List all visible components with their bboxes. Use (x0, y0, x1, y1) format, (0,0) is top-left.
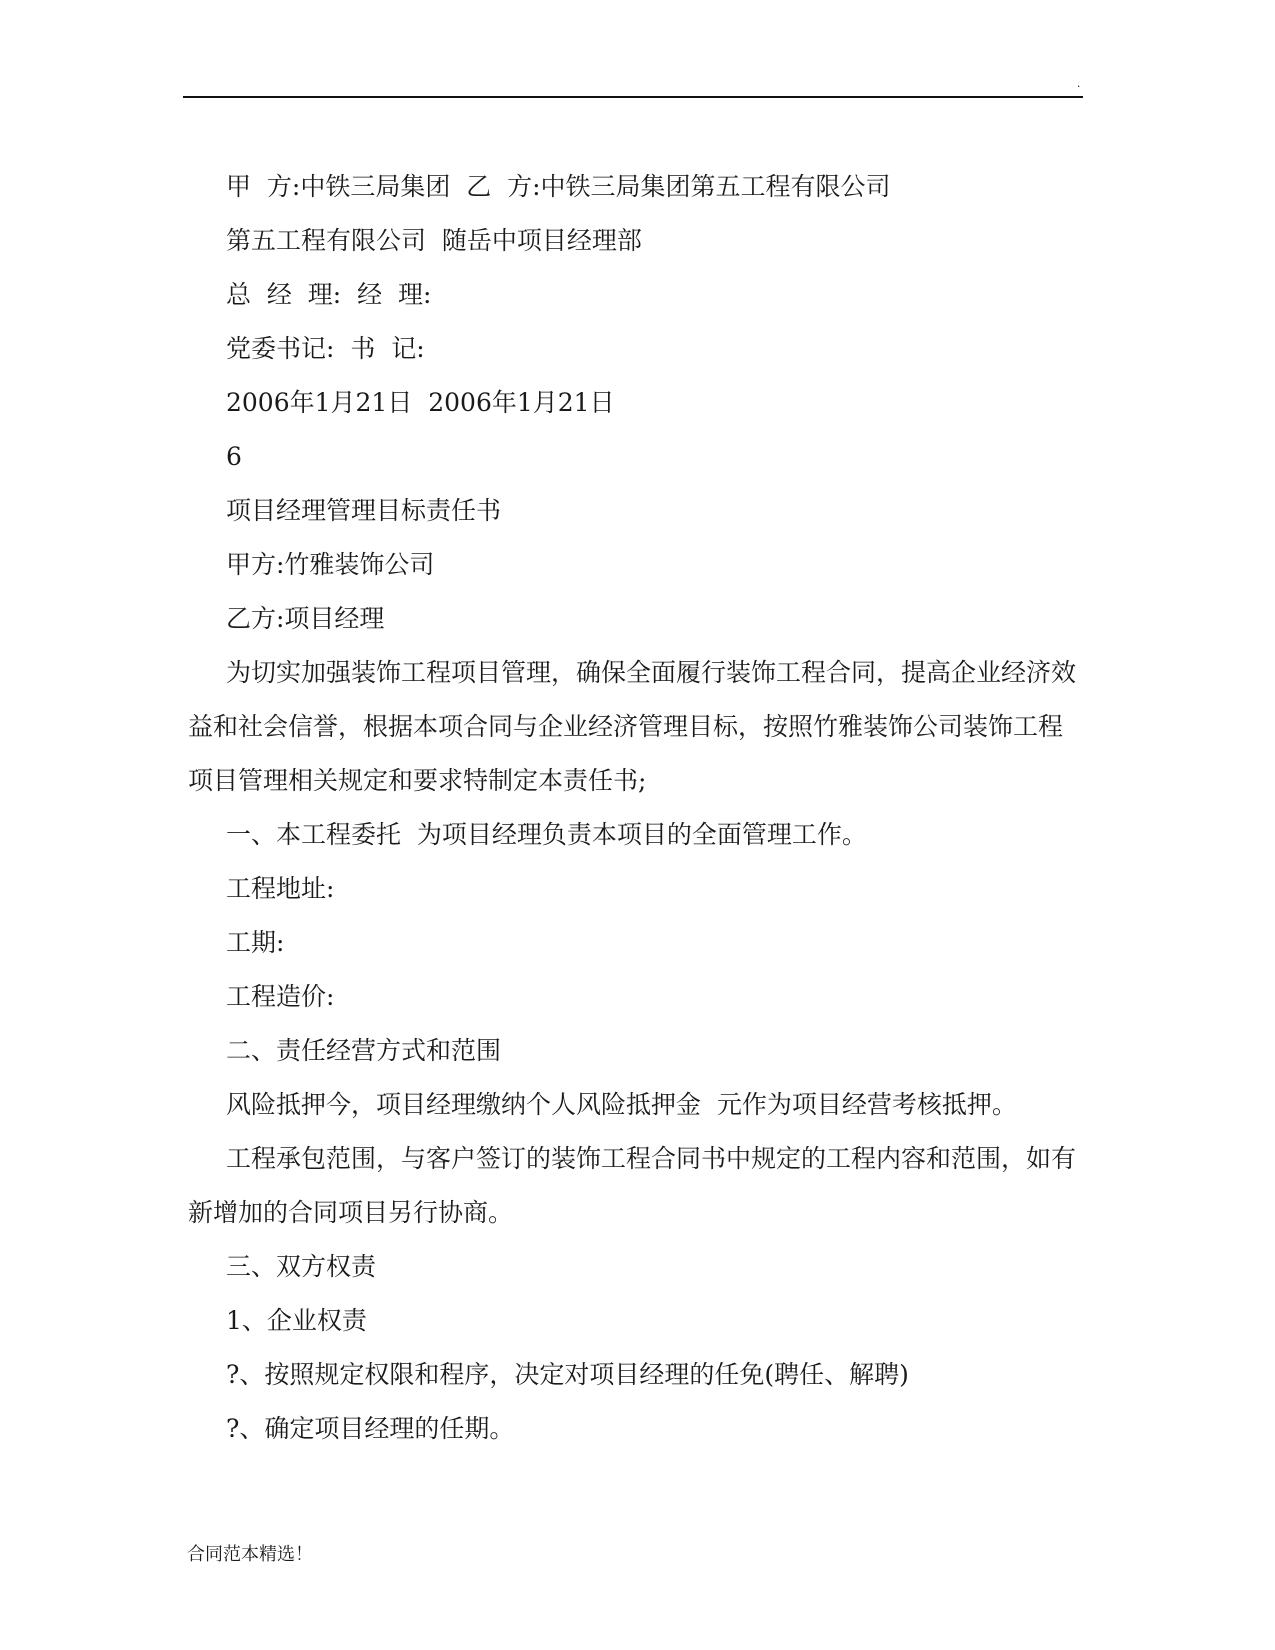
clause-one: 一、本工程委托 为项目经理负责本项目的全面管理工作。 (226, 820, 867, 849)
preamble-paragraph: 为切实加强装饰工程项目管理，确保全面履行装饰工程合同，提高企业经济效益和社会信誉，根据本项合同与企业经济管理目标，按照竹雅装饰公司装饰工程项目管理相关规定和要求特制定本责任书; (188, 658, 1077, 795)
party-line: 甲 方:中铁三局集团 乙 方:中铁三局集团第五工程有限公司 (226, 172, 891, 201)
clause-three-heading: 三、双方权责 (226, 1252, 377, 1281)
project-duration: 工期: (226, 928, 285, 957)
project-address: 工程地址: (226, 874, 335, 903)
date-line: 2006年1月21日 2006年1月21日 (226, 388, 615, 417)
enterprise-right-item: ?、确定项目经理的任期。 (226, 1414, 515, 1443)
document-title: 项目经理管理目标责任书 (226, 496, 502, 525)
clause-two-heading: 二、责任经营方式和范围 (226, 1036, 502, 1065)
enterprise-rights-heading: 1、企业权责 (226, 1306, 367, 1335)
header-rule (183, 96, 1083, 98)
footer-text: 合同范本精选！ (187, 1544, 313, 1565)
header-mark: . (1077, 76, 1081, 90)
enterprise-right-item: ?、按照规定权限和程序，决定对项目经理的任免(聘任、解聘) (226, 1360, 909, 1389)
document-body (188, 160, 1084, 1456)
party-a: 甲方:竹雅装饰公司 (226, 550, 435, 579)
secretary-signature-line: 党委书记: 书 记: (226, 334, 425, 363)
section-number: 6 (226, 442, 242, 471)
project-cost: 工程造价: (226, 982, 335, 1011)
manager-signature-line: 总 经 理: 经 理: (226, 280, 432, 309)
party-line-continued: 第五工程有限公司 随岳中项目经理部 (226, 226, 642, 255)
party-b: 乙方:项目经理 (226, 604, 385, 633)
risk-deposit-paragraph: 风险抵押今，项目经理缴纳个人风险抵押金 元作为项目经营考核抵押。 (226, 1090, 1017, 1119)
scope-paragraph: 工程承包范围，与客户签订的装饰工程合同书中规定的工程内容和范围，如有新增加的合同项目另行协商。 (188, 1144, 1077, 1227)
